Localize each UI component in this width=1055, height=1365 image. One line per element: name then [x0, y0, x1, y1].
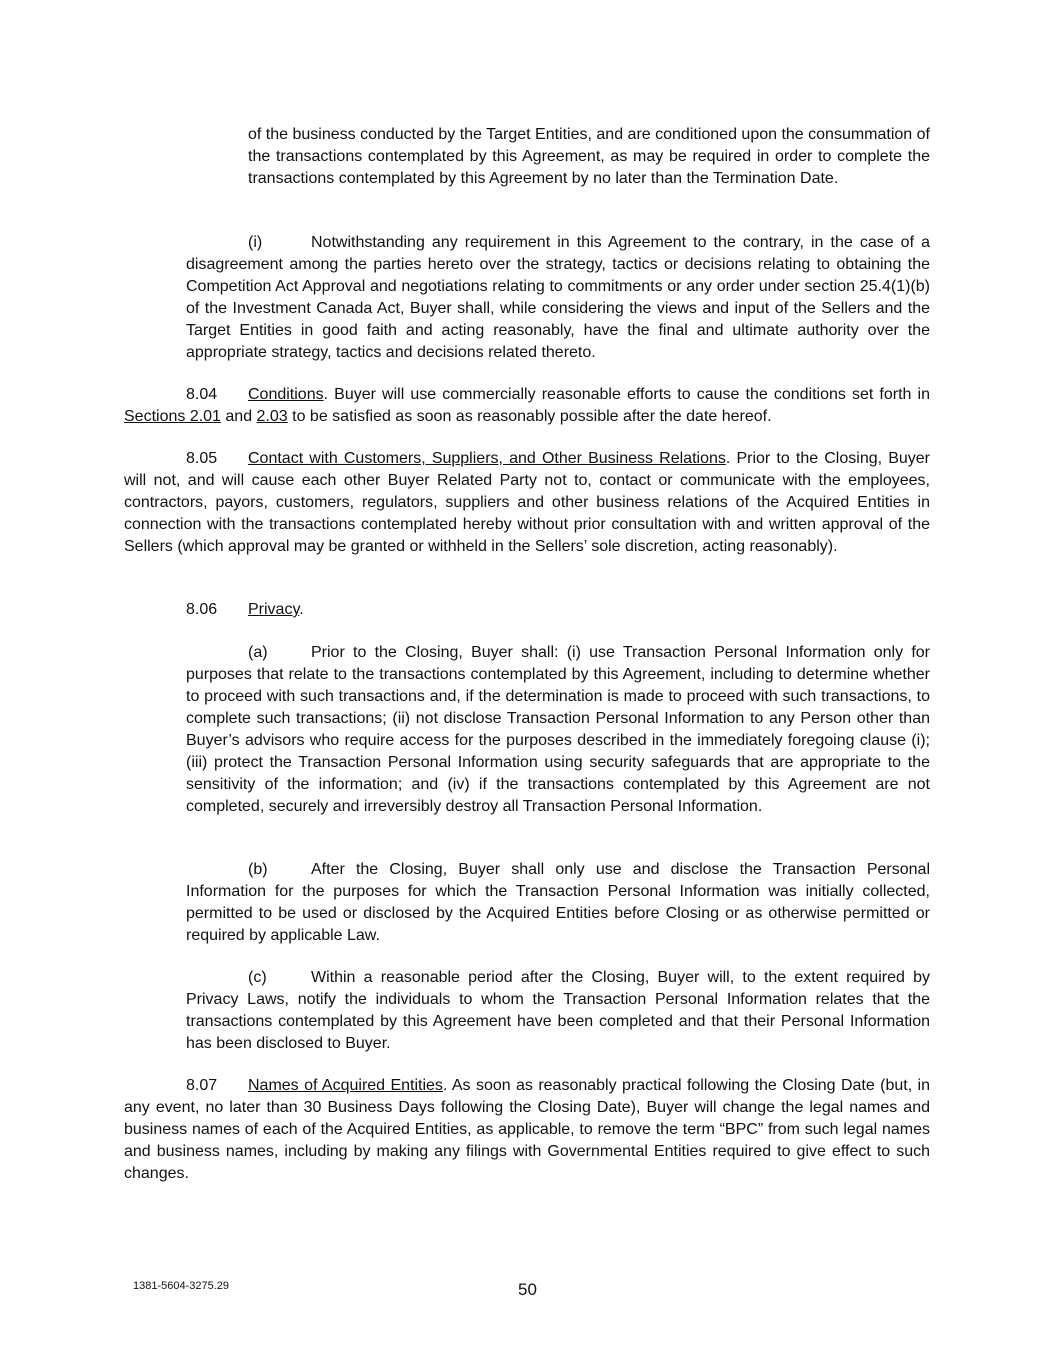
- continuation-text: of the business conducted by the Target Entities, and are conditioned upon the consummation of the transactions contemplated by this Agreement, as may be required in order to complete the transactions contemplated by this Agreement by no later than the Termination Date.: [248, 126, 930, 187]
- clause-c-text: Within a reasonable period after the Closing, Buyer will, to the extent required by Privacy Laws, notify the individuals to whom the Transaction Personal Information relates that the transactions contemplated by this Agreement have been completed and that their Personal Information has been disclosed to Buyer.: [186, 969, 930, 1052]
- section-8-05-text: . Prior to the Closing, Buyer will not, and will cause each other Buyer Related Party not to, contact or communicate with the employees, contractors, payors, customers, regulators, suppliers and other business relations of the Acquired Entities in connection with the transactions contemplated hereby without prior consultation with and written approval of the Sellers (which approval may be granted or withheld in the Sellers’ sole discretion, acting reasonably).: [124, 450, 930, 555]
- clause-b-text: After the Closing, Buyer shall only use and disclose the Transaction Personal Information for the purposes for which the Transaction Personal Information was initially collected, permitted to be used or disclosed by the Acquired Entities before Closing or as otherwise permitted or required by applicable Law.: [186, 861, 930, 944]
- continuation-paragraph: [248, 124, 930, 190]
- section-8-05-number: 8.05: [186, 450, 218, 467]
- section-8-04-text-c: to be satisfied as soon as reasonably possible after the date hereof.: [287, 408, 772, 425]
- section-8-05: [124, 448, 930, 558]
- clause-c-paragraph: [186, 967, 930, 1055]
- clause-i-text: Notwithstanding any requirement in this Agreement to the contrary, in the case of a disagreement among the parties hereto over the strategy, tactics or decisions relating to obtaining the Competition Act Approval and negotiations relating to commitments or any order under section 25.4(1)(b) of the Investment Canada Act, Buyer shall, while considering the views and input of the Sellers and the Target Entities in good faith and acting reasonably, have the final and ultimate authority over the appropriate strategy, tactics and decisions related thereto.: [186, 234, 930, 361]
- clause-b-label: (b): [248, 861, 268, 878]
- section-8-07-text: . As soon as reasonably practical following the Closing Date (but, in any event, no later than 30 Business Days following the Closing Date), Buyer will change the legal names and business names of each of the Acquired Entities, as applicable, to remove the term “BPC” from such legal names and business names, including by making any filings with Governmental Entities required to give effect to such changes.: [124, 1077, 931, 1182]
- clause-a-paragraph: [186, 642, 930, 818]
- page-number: 50: [518, 1280, 537, 1299]
- section-8-04-text-a: . Buyer will use commercially reasonable efforts to cause the conditions set forth in: [323, 386, 930, 403]
- section-8-04-title: Conditions: [248, 386, 324, 403]
- clause-c-label: (c): [248, 969, 267, 986]
- section-8-04-text-b: and: [220, 408, 257, 425]
- section-8-06: [186, 599, 930, 621]
- section-8-06-title: Privacy: [248, 601, 300, 618]
- document-id: 1381-5604-3275.29: [133, 1280, 230, 1292]
- section-8-06-period: .: [299, 601, 304, 618]
- section-8-05-title: Contact with Customers, Suppliers, and Other Business Relations: [248, 450, 726, 467]
- section-8-07-title: Names of Acquired Entities: [248, 1077, 443, 1094]
- clause-i-paragraph: [186, 232, 930, 364]
- clause-i-label: (i): [248, 234, 263, 251]
- section-8-07: [124, 1075, 930, 1185]
- clause-a-label: (a): [248, 644, 268, 661]
- section-8-04: [124, 384, 930, 428]
- section-2-01-link[interactable]: Sections 2.01: [124, 408, 221, 425]
- clause-a-text: Prior to the Closing, Buyer shall: (i) use Transaction Personal Information only for purposes that relate to the transactions contemplated by this Agreement, including to determine whether to proceed with such transactions and, if the determination is made to proceed with such transactions, to complete such transactions; (ii) not disclose Transaction Personal Information to any Person other than Buyer’s advisors who require access for the purposes described in the immediately foregoing clause (i); (iii) protect the Transaction Personal Information using security safeguards that are appropriate to the sensitivity of the information; and (iv) if the transactions contemplated by this Agreement are not completed, securely and irreversibly destroy all Transaction Personal Information.: [186, 644, 930, 815]
- clause-b-paragraph: [186, 859, 930, 947]
- section-8-04-number: 8.04: [186, 386, 218, 403]
- section-8-07-number: 8.07: [186, 1077, 218, 1094]
- section-2-03-link[interactable]: 2.03: [256, 408, 288, 425]
- section-8-06-number: 8.06: [186, 601, 218, 618]
